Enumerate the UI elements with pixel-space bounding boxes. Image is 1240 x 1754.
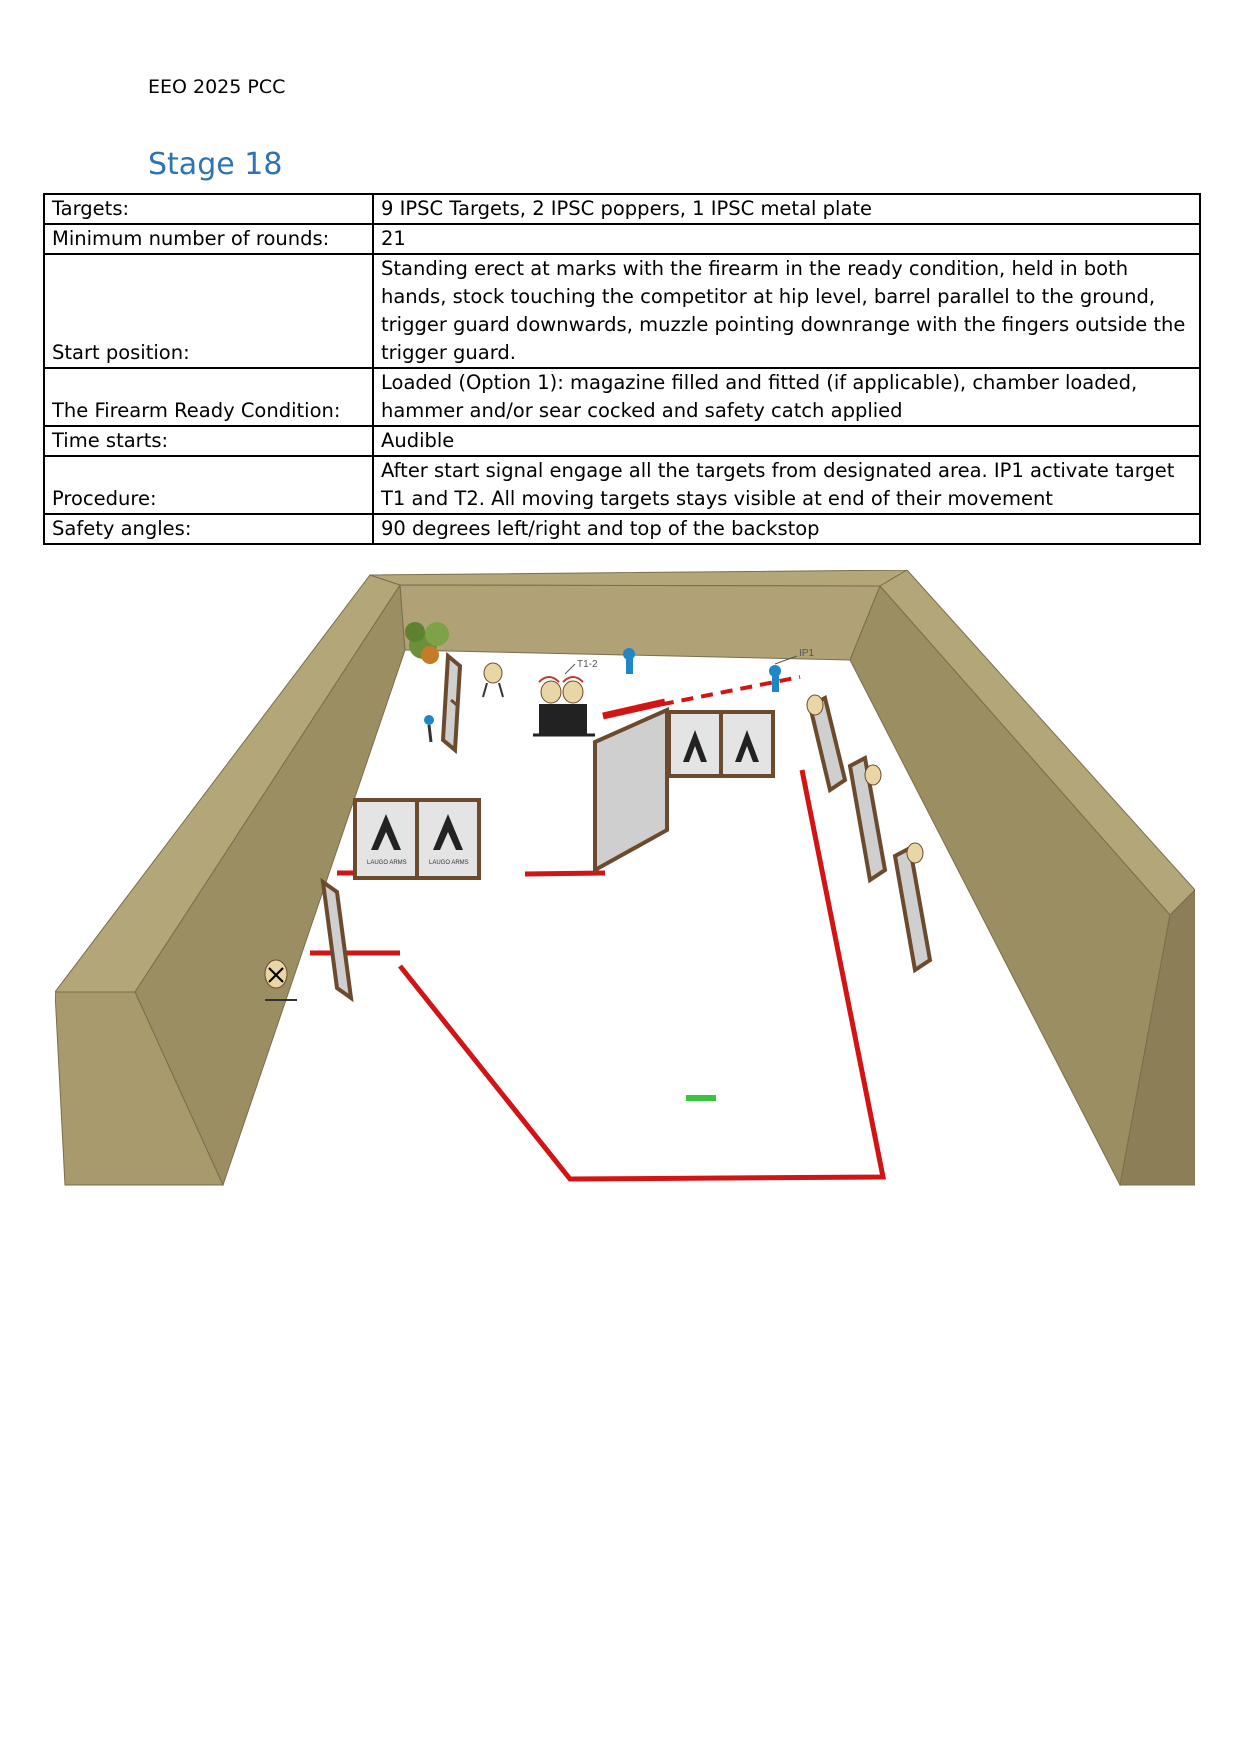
row-key: Minimum number of rounds: bbox=[44, 224, 373, 254]
row-value: 9 IPSC Targets, 2 IPSC poppers, 1 IPSC metal plate bbox=[373, 194, 1200, 224]
row-key: Procedure: bbox=[44, 456, 373, 514]
stage-diagram bbox=[55, 570, 1195, 1195]
sponsor-wall-left bbox=[355, 800, 479, 878]
table-row bbox=[44, 456, 1200, 514]
wall-panel bbox=[443, 656, 460, 750]
document-header: EEO 2025 PCC bbox=[148, 76, 286, 98]
popper-ip1 bbox=[769, 665, 781, 692]
table-row bbox=[44, 426, 1200, 456]
tree-icon bbox=[405, 622, 449, 664]
wall-panel-right-3 bbox=[895, 848, 930, 970]
row-value: Loaded (Option 1): magazine filled and fitted (if applicable), chamber loaded, hammer and/or sear cocked and safety catch applied bbox=[373, 368, 1200, 426]
moving-target-t1-t2 bbox=[533, 677, 595, 735]
table-row bbox=[44, 254, 1200, 368]
label-ip1: IP1 bbox=[799, 648, 815, 659]
table-row bbox=[44, 368, 1200, 426]
berm-back-top bbox=[370, 570, 907, 586]
stage-title: Stage 18 bbox=[148, 147, 283, 182]
berm bbox=[55, 570, 1195, 1185]
start-mark bbox=[686, 1095, 716, 1101]
popper-back bbox=[623, 648, 635, 674]
sponsor-text: LAUGO ARMS bbox=[367, 860, 407, 866]
row-key: Targets: bbox=[44, 194, 373, 224]
popper-left bbox=[424, 715, 434, 725]
row-key: The Firearm Ready Condition: bbox=[44, 368, 373, 426]
row-value: Standing erect at marks with the firearm in the ready condition, held in both hands, stock touching the competitor at hip level, barrel parallel to the ground, trigger guard downwards, muzzle pointing downrange with the fingers outside the trigger guard. bbox=[373, 254, 1200, 368]
table-row bbox=[44, 194, 1200, 224]
row-value: 21 bbox=[373, 224, 1200, 254]
row-key: Safety angles: bbox=[44, 514, 373, 544]
row-value: Audible bbox=[373, 426, 1200, 456]
center-wall bbox=[595, 710, 773, 870]
row-value: 90 degrees left/right and top of the backstop bbox=[373, 514, 1200, 544]
label-t1-2: T1-2 bbox=[577, 659, 598, 670]
table-row bbox=[44, 514, 1200, 544]
berm-right-face bbox=[850, 586, 1170, 1185]
ipsc-target-back bbox=[483, 663, 503, 697]
wall-panel-lower-left bbox=[323, 882, 351, 998]
sponsor-text: LAUGO ARMS bbox=[429, 860, 469, 866]
row-key: Time starts: bbox=[44, 426, 373, 456]
stage-info-table bbox=[43, 193, 1201, 545]
row-key: Start position: bbox=[44, 254, 373, 368]
row-value: After start signal engage all the targets from designated area. IP1 activate target T1 and T2. All moving targets stays visible at end of their movement bbox=[373, 456, 1200, 514]
table-row bbox=[44, 224, 1200, 254]
